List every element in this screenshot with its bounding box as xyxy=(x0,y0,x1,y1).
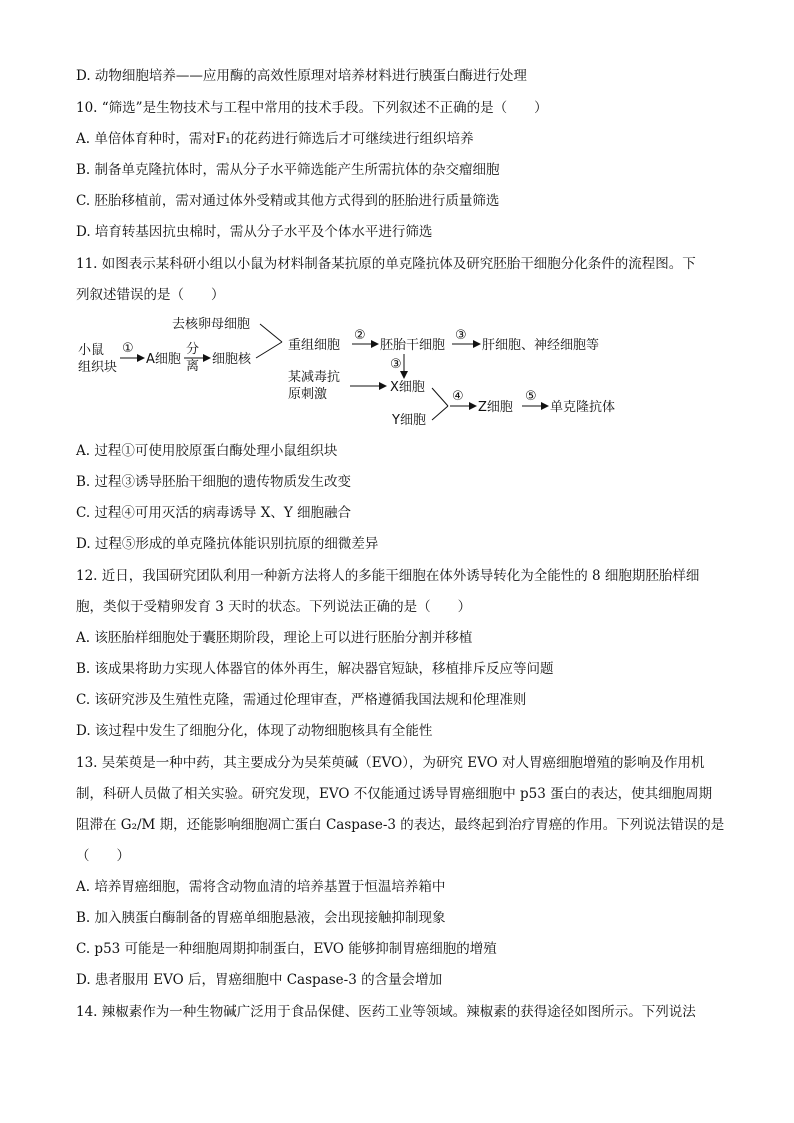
q13-option-b: B. 加入胰蛋白酶制备的胃癌单细胞悬液，会出现接触抑制现象 xyxy=(76,910,446,926)
question-11-stem-line1: 11. 如图表示某科研小组以小鼠为材料制备某抗原的单克隆抗体及研究胚胎干细胞分化条件的流程图。下 xyxy=(76,256,696,272)
question-13-stem-line2: 制，科研人员做了相关实验。研究发现，EVO 不仅能通过诱导胃癌细胞中 p53 蛋白的表达，使其细胞周期 xyxy=(76,786,713,802)
question-12-stem-line1: 12. 近日，我国研究团队利用一种新方法将人的多能干细胞在体外诱导转化为全能性的 8 细胞期胚胎样细 xyxy=(76,568,700,584)
q11-option-a: A. 过程①可使用胶原蛋白酶处理小鼠组织块 xyxy=(76,443,338,459)
label-step3a: ③ xyxy=(455,328,467,343)
label-enucleated-egg: 去核卵母细胞 xyxy=(172,317,251,332)
bracket-bottom xyxy=(256,342,282,358)
question-10-stem: 10. “筛选”是生物技术与工程中常用的技术手段。下列叙述不正确的是（ ） xyxy=(76,100,548,116)
label-mab: 单克隆抗体 xyxy=(550,400,616,415)
question-12-stem-line2: 胞，类似于受精卵发育 3 天时的状态。下列说法正确的是（ ） xyxy=(76,599,472,615)
question-13-stem-line1: 13. 吴茱萸是一种中药，其主要成分为吴茱萸碱（EVO），为研究 EVO 对人胃癌细胞增殖的影响及作用机 xyxy=(76,755,705,771)
label-step1: ① xyxy=(122,341,134,356)
label-step2: ② xyxy=(354,328,366,343)
flow-diagram xyxy=(70,310,670,440)
bracket-xy-top xyxy=(432,388,448,406)
question-11-stem-line2: 列叙述错误的是（ ） xyxy=(76,287,225,303)
label-y-cell: Y细胞 xyxy=(392,413,426,428)
bracket-top xyxy=(260,324,282,342)
label-recombinant: 重组细胞 xyxy=(288,338,341,353)
q10-option-b: B. 制备单克隆抗体时，需从分子水平筛选能产生所需抗体的杂交瘤细胞 xyxy=(76,162,500,178)
label-step3b: ③ xyxy=(390,357,402,372)
label-nucleus: 细胞核 xyxy=(212,352,252,367)
q10-option-d: D. 培育转基因抗虫棉时，需从分子水平及个体水平进行筛选 xyxy=(76,224,433,240)
label-separate-2: 离 xyxy=(186,359,200,374)
label-step4: ④ xyxy=(452,389,464,404)
label-x-cell: X细胞 xyxy=(390,380,425,395)
label-antigen-1: 某减毒抗 xyxy=(288,370,341,385)
label-mouse-1: 小鼠 xyxy=(78,343,105,358)
label-antigen-2: 原刺激 xyxy=(288,387,328,402)
label-liver-nerve: 肝细胞、神经细胞等 xyxy=(482,338,600,353)
question-13-stem-line4: （ ） xyxy=(76,848,130,864)
q11-option-b: B. 过程③诱导胚胎干细胞的遗传物质发生改变 xyxy=(76,474,352,490)
label-z-cell: Z细胞 xyxy=(478,400,513,415)
label-mouse-2: 组织块 xyxy=(78,360,118,375)
text-line-d-previous: D. 动物细胞培养——应用酶的高效性原理对培养材料进行胰蛋白酶进行处理 xyxy=(76,68,527,84)
q10-option-c: C. 胚胎移植前，需对通过体外受精或其他方式得到的胚胎进行质量筛选 xyxy=(76,193,500,209)
q11-option-c: C. 过程④可用灭活的病毒诱导 X、Y 细胞融合 xyxy=(76,505,352,521)
flow-diagram-svg xyxy=(70,310,670,440)
label-separate-1: 分 xyxy=(186,342,200,357)
q12-option-d: D. 该过程中发生了细胞分化，体现了动物细胞核具有全能性 xyxy=(76,723,433,739)
q13-option-a: A. 培养胃癌细胞，需将含动物血清的培养基置于恒温培养箱中 xyxy=(76,879,446,895)
question-13-stem-line3: 阻滞在 G₂/M 期，还能影响细胞凋亡蛋白 Caspase-3 的表达，最终起到治疗胃癌的作用。下列说法错误的是 xyxy=(76,817,725,833)
bracket-xy-bottom xyxy=(432,406,448,420)
q12-option-c: C. 该研究涉及生殖性克隆，需通过伦理审查，严格遵循我国法规和伦理准则 xyxy=(76,692,527,708)
q12-option-b: B. 该成果将助力实现人体器官的体外再生，解决器官短缺，移植排斥反应等问题 xyxy=(76,661,554,677)
q13-option-c: C. p53 可能是一种细胞周期抑制蛋白，EVO 能够抑制胃癌细胞的增殖 xyxy=(76,941,497,957)
label-es-cell: 胚胎干细胞 xyxy=(380,338,446,353)
question-14-stem-line1: 14. 辣椒素作为一种生物碱广泛用于食品保健、医药工业等领域。辣椒素的获得途径如图所示。下列说法 xyxy=(76,1004,696,1020)
q13-option-d: D. 患者服用 EVO 后，胃癌细胞中 Caspase-3 的含量会增加 xyxy=(76,972,443,988)
label-a-cell: A细胞 xyxy=(146,352,181,367)
q11-option-d: D. 过程⑤形成的单克隆抗体能识别抗原的细微差异 xyxy=(76,536,379,552)
q12-option-a: A. 该胚胎样细胞处于囊胚期阶段，理论上可以进行胚胎分割并移植 xyxy=(76,630,473,646)
label-step5: ⑤ xyxy=(525,389,537,404)
q10-option-a: A. 单倍体育种时，需对F₁的花药进行筛选后才可继续进行组织培养 xyxy=(76,131,474,147)
